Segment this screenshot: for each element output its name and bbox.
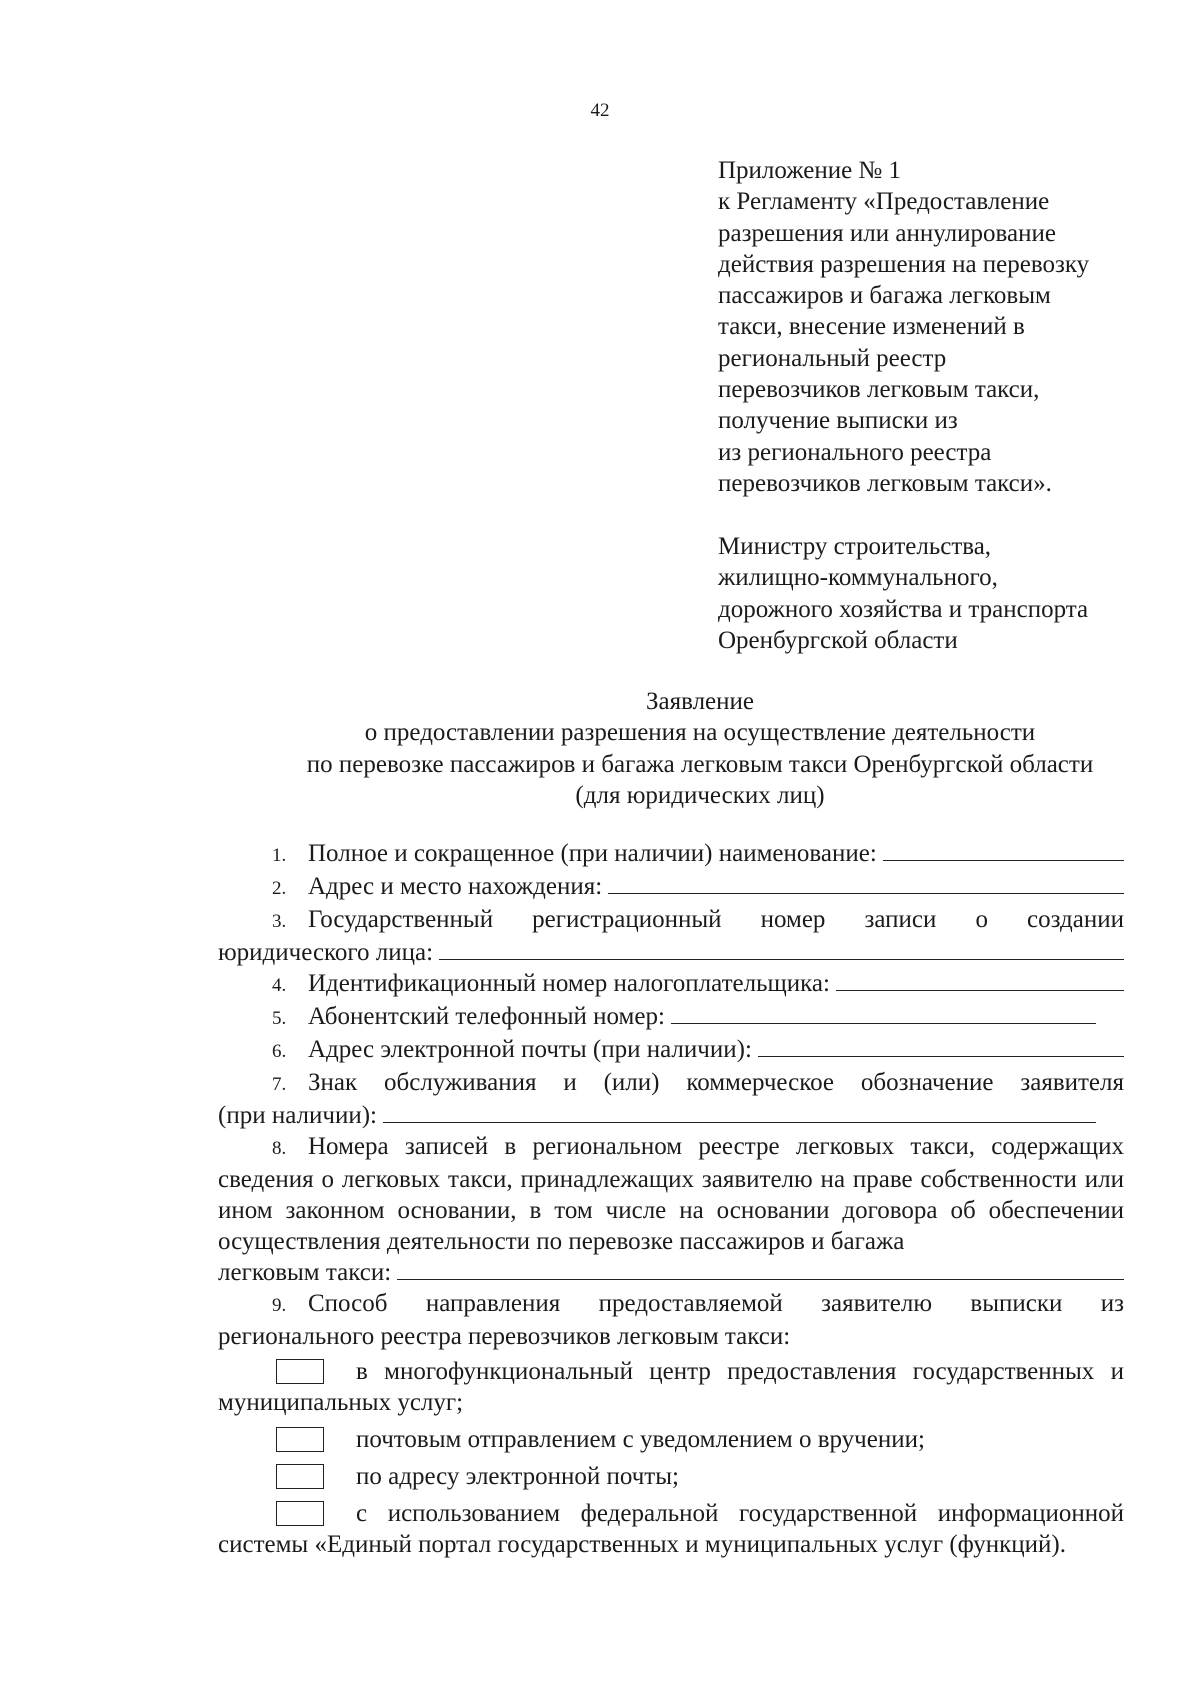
appendix-line: пассажиров и багажа легковым xyxy=(718,282,1051,310)
option-label: с использованием федеральной государственной информационной системы «Единый портал государственных и муниципальных услуг (функций). xyxy=(218,1500,1124,1558)
heading-subtitle-line: (для юридических лиц) xyxy=(575,781,825,809)
item-number: 8. xyxy=(272,1138,287,1159)
document-title: Заявление xyxy=(645,688,755,715)
appendix-line: к Регламенту «Предоставление xyxy=(718,188,1050,216)
email-field[interactable] xyxy=(758,1036,1124,1057)
addressee-line: Министру строительства, xyxy=(718,533,992,560)
item-label: Абонентский телефонный номер: xyxy=(308,1003,665,1030)
item-label: Адрес электронной почты (при наличии): xyxy=(308,1036,752,1063)
appendix-line: перевозчиков легковым такси, xyxy=(718,376,1040,404)
item-number: 9. xyxy=(272,1295,287,1316)
item-number: 4. xyxy=(272,975,287,996)
item-label-continued: юридического лица: xyxy=(218,939,434,966)
option-checkbox[interactable] xyxy=(276,1501,324,1526)
item-number: 2. xyxy=(272,878,287,899)
appendix-line: такси, внесение изменений в xyxy=(718,313,1025,341)
form-item-inn xyxy=(218,968,1124,1001)
addressee-line: Оренбургской области xyxy=(718,626,958,654)
phone-field[interactable] xyxy=(671,1003,1096,1024)
form-item-email xyxy=(218,1034,1124,1067)
appendix-line: Приложение № 1 xyxy=(718,157,902,184)
item-label: Государственный регистрационный номер записи о создании xyxy=(308,906,1124,933)
form-item-trademark xyxy=(218,1067,1124,1131)
delivery-option-post xyxy=(218,1424,1124,1455)
item-label: Адрес и место нахождения: xyxy=(308,873,603,900)
addressee-block xyxy=(718,531,1138,656)
item-label-continued: (при наличии): xyxy=(218,1102,377,1129)
option-checkbox[interactable] xyxy=(276,1359,324,1384)
option-label: в многофункциональный центр предоставления государственных и муниципальных услуг; xyxy=(218,1358,1124,1416)
form-item-registration-number xyxy=(218,904,1124,968)
form-item-registry-records xyxy=(218,1131,1124,1288)
inn-field[interactable] xyxy=(836,970,1124,991)
appendix-line: перевозчиков легковым такси». xyxy=(718,469,1052,497)
heading-subtitle-line: о предоставлении разрешения на осуществление деятельности xyxy=(364,719,1036,747)
form-item-delivery-method xyxy=(218,1288,1124,1352)
delivery-option-epgu xyxy=(218,1498,1124,1560)
item-label: Знак обслуживания и (или) коммерческое обозначение заявителя xyxy=(308,1069,1124,1096)
item-label: Идентификационный номер налогоплательщика: xyxy=(308,970,830,997)
item-number: 5. xyxy=(272,1008,287,1029)
item-label: Способ направления предоставляемой заявителю выписки из регионального реестра перевозчиков легковым такси: xyxy=(218,1290,1124,1350)
heading-subtitle-line: по перевозке пассажиров и багажа легковым такси Оренбургской области xyxy=(306,750,1094,778)
delivery-option-mfc xyxy=(218,1356,1124,1418)
appendix-line: из регионального реестра xyxy=(718,438,992,466)
appendix-line: разрешения или аннулирование xyxy=(718,219,1056,247)
appendix-note xyxy=(718,155,1138,499)
appendix-line: региональный реестр xyxy=(718,344,947,372)
item-label-continued: легковым такси: xyxy=(218,1259,392,1286)
item-number: 6. xyxy=(272,1041,287,1062)
item-label: Номера записей в региональном реестре легковых такси, содержащих сведения о легковых такси, принадлежащих заявителю на праве собственности или ином законном основании, в том числе на основании договора об обеспечении осуществления деятельности по перевозке пассажиров и багажа xyxy=(218,1133,1124,1255)
option-label: по адресу электронной почты; xyxy=(356,1463,679,1490)
delivery-option-email xyxy=(218,1461,1124,1492)
item-number: 7. xyxy=(272,1074,287,1095)
appendix-line: получение выписки из xyxy=(718,407,958,435)
full-name-field[interactable] xyxy=(883,840,1124,861)
registration-number-field[interactable] xyxy=(439,939,1124,960)
item-number: 1. xyxy=(272,845,287,866)
trademark-field[interactable] xyxy=(383,1102,1096,1123)
address-field[interactable] xyxy=(608,873,1124,894)
page-number: 42 xyxy=(590,100,610,121)
addressee-line: дорожного хозяйства и транспорта xyxy=(718,595,1089,623)
registry-records-field[interactable] xyxy=(397,1259,1124,1280)
item-number: 3. xyxy=(272,911,287,932)
form-body xyxy=(218,838,1124,1560)
option-label: почтовым отправлением с уведомлением о вручении; xyxy=(356,1426,925,1453)
option-checkbox[interactable] xyxy=(276,1464,324,1489)
form-item-full-name xyxy=(218,838,1124,871)
item-label: Полное и сокращенное (при наличии) наименование: xyxy=(308,840,877,867)
form-item-phone xyxy=(218,1001,1124,1034)
form-item-address xyxy=(218,871,1124,904)
appendix-line: действия разрешения на перевозку xyxy=(718,250,1090,278)
addressee-line: жилищно-коммунального, xyxy=(718,564,998,592)
document-heading xyxy=(200,686,1200,811)
option-checkbox[interactable] xyxy=(276,1427,324,1452)
